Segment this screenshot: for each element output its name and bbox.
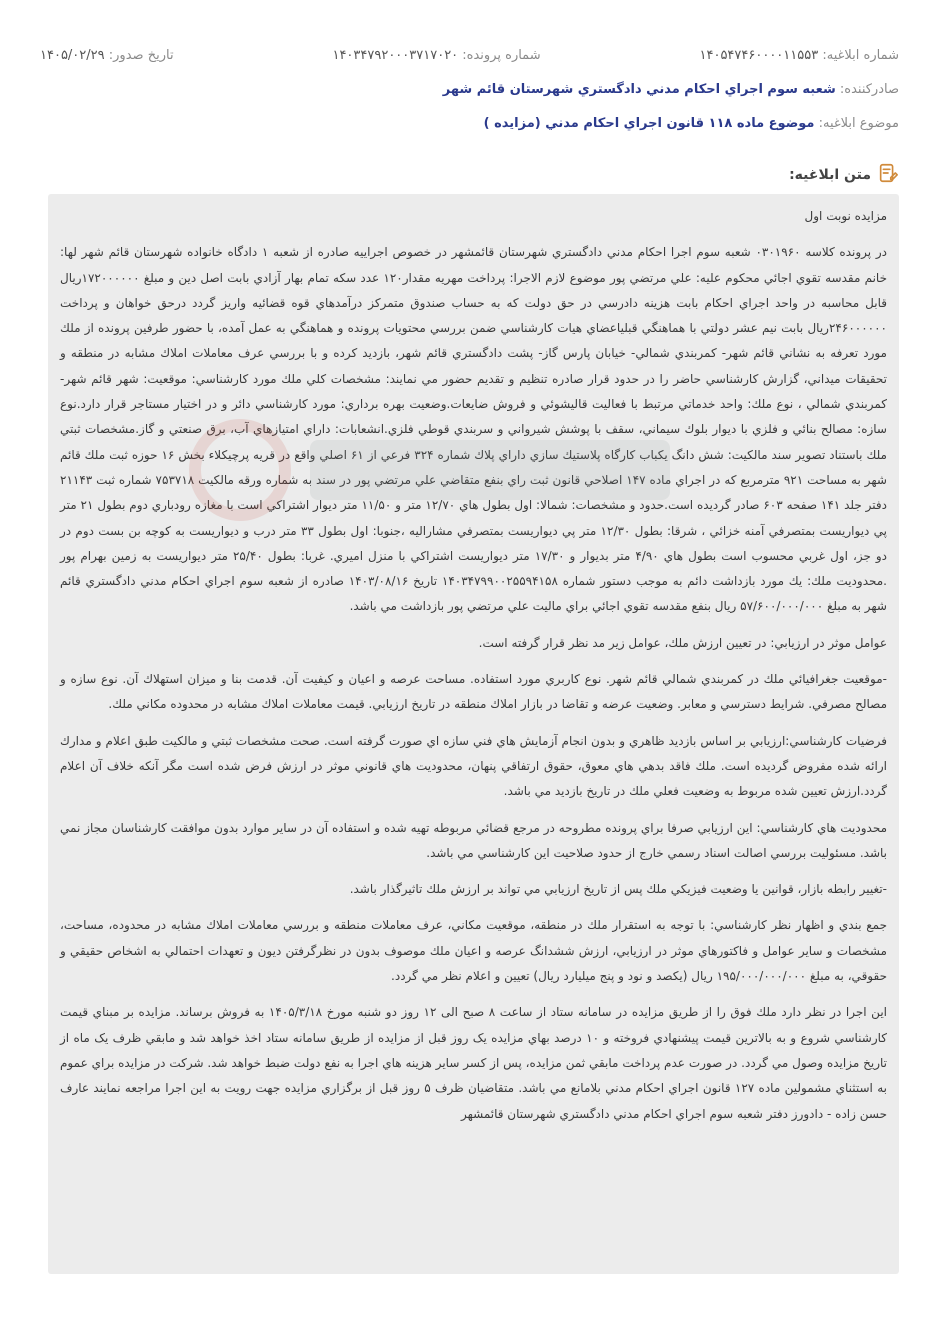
subject-text: موضوع ماده ۱۱۸ قانون اجراي احکام مدني (مزايده ) [483,116,815,131]
case-number: شماره پرونده: ۱۴۰۳۴۷۹۲۰۰۰۳۷۱۷۰۲۰ [332,48,541,63]
paragraph: جمع بندي و اظهار نظر کارشناسي: با توجه به استقرار ملك در منطقه، موقعيت مکاني، عرف معاملات منطقه و بررسي معاملات املاك مشابه در محدوده، مساحت، مشخصات و ساير عوامل و فاکتورهاي موثر در ارزيابي، ارزش ششدانگ عرصه و اعيان ملك موصوف بدون در نظرگرفتن ديون و تعهدات احتمالي به اشخاص حقيقي و حقوقي، به مبلغ ۱۹۵/۰۰۰/۰۰۰/۰۰۰ ريال (يکصد و نود و پنج ميليارد ريال) تعيين و اعلام نظر مي گردد. [60,918,887,984]
paragraph: عوامل موثر در ارزيابي: در تعيين ارزش ملك، عوامل زير مد نظر قرار گرفته است. [478,635,887,650]
paragraph: محدوديت هاي کارشناسي: اين ارزيابي صرفا براي پرونده مطروحه در مرجع قضائي مربوطه تهيه شده و استفاده آن در ساير موارد بدون موافقت کارشناسان مجاز نمي باشد. مسئوليت بررسي اصالت اسناد رسمي خارج از حدود صلاحيت اين کارشناسي مي باشد. [60,820,887,860]
paragraph: در پرونده کلاسه ۰۳۰۱۹۶۰ شعبه سوم اجرا احکام مدني دادگستري شهرستان قائمشهر در خصوص اجراييه صادره از شعبه ۱ دادگاه خانواده شهرستان قائم شهر لها: خانم مقدسه تقوي اجائي محکوم عليه: علي مرتضي پور موضوع لازم الاجرا: پرداخت مهريه مقدار۱۲۰ عدد سکه تمام بهار آزادي بابت اصل دين و مبلغ ۱۷۲۰۰۰۰۰۰ريال قابل محاسبه در واحد اجراي احکام بابت هزينه دادرسي در حق دولت که به حساب صندوق متمرکز درآمدهاي قوه قضائيه واريز گردد درحق خواهان و پرداخت ۲۴۶۰۰۰۰۰۰ريال بابت نيم عشر دولتي با هماهنگي قبلياعضاي هيات کارشناسي ضمن بررسي محتويات پرونده و هماهنگي به عمل آمده، با حضور طرفين پرونده از ملك مورد تعرفه به نشاني قائم شهر- کمربندي شمالي- خيابان پارس گاز- پشت دادگستري قائم شهر، بازديد کرده و با بررسي عرف معاملات املاك مشابه در منطقه و تحقيقات ميداني، گزارش کارشناسي حاضر را در حدود قرار صادره تنظيم و تقديم حضور مي نمايند: مشخصات کلي ملك مورد کارشناسي: موقعيت: شهر قائم شهر- کمربندي شمالي ، نوع ملك: واحد خدماتي مرتبط با فعاليت قاليشوئي و فروش ضايعات.وضعيت بهره برداري: مورد کارشناسي دائر و در اختيار مستاجر قرار دارد.نوع سازه: مصالح بنائي و فلزي با ديوار بلوك سيماني، سقف با پوشش شيرواني و سربندي قوطي فلزي.انشعابات: داراي امتيازهاي آب، برق صنعتي و گاز.مشخصات ثبتي ملك باستناد تصوير سند مالکيت: شش دانگ يکباب کارگاه پلاستيك سازي داراي پلاك شماره ۳۲۴ فرعي از ۶۱ اصلي واقع در قريه پرچيکلاء بخش ۱۶ حوزه ثبت ملك قائم شهر به مساحت ۹۲۱ مترمربع که در اجراي ماده ۱۴۷ اصلاحي قانون ثبت راي بنفع متقاضي علي مرتضي پور در سند به شماره ورقه مالکيت ۷۵۳۷۱۸ شماره ثبت ۲۱۱۴۳ دفتر جلد ۱۴۱ صفحه ۶۰۳ صادر گرديده است.حدود و مشخصات: شمالا: اول بطول هاي ۱۲/۷۰ متر و ۱۱/۵۰ متر ديوار اشتراکي است با مغازه رودباري دوم بطول ۲۱ متر پي ديواريست بمتصرفي آمنه خزائي ، شرقا: بطول ۱۲/۳۰ متر پي ديواريست بمتصرفي مشاراليه ،جنوبا: اول بطول ۳۳ متر درب و ديواريست به کوچه بن بست دوم در دو جز، اول غربي محسوب است بطول هاي ۴/۹۰ متر بديوار و ۱۷/۳۰ متر ديواريست اشتراکي با منزل اميري. غربا: بطول ۲۵/۴۰ متر ديواريست به زمين بهرام پور .محدوديت ملك: يك مورد بازداشت دائم به موجب دستور شماره ۱۴۰۳۴۷۹۹۰۰۲۵۵۹۴۱۵۸ تاريخ ۱۴۰۳/۰۸/۱۶ صادره از شعبه سوم اجراي احکام مدني دادگستري قائم شهر به مبلغ ۵۷/۶۰۰/۰۰۰/۰۰۰ ريال بنفع مقدسه تقوي اجائي براي ماليت علي مرتضي پور بازداشت مي باشد. [60,245,888,614]
notice-number: شماره ابلاغيه: ۱۴۰۵۴۷۴۶۰۰۰۰۱۱۵۵۳ [699,48,899,63]
notice-text-title: متن ابلاغيه: [789,162,899,188]
paragraph: -موقعيت جغرافيائي ملك در کمربندي شمالي قائم شهر. نوع کاربري مورد استفاده. مساحت عرصه و اعيان و کيفيت آن. قدمت بنا و ميزان استهلاك آن. نوع سازه و مصالح مصرفي. شرايط دسترسي و معابر. وضعيت عرضه و تقاضا در بازار املاك منطقه در تاريخ ارزيابي. قيمت معاملات املاك مشابه در محدوده مکاني ملك. [60,672,887,712]
subject-row: موضوع ابلاغيه: موضوع ماده ۱۱۸ قانون اجراي احکام مدني (مزايده ) [483,116,899,131]
paragraph: -تغيير رابطه بازار، قوانين يا وضعيت فيزيکي ملك پس از تاريخ ارزيابي مي تواند بر ارزش ملك تاثيرگذار باشد. [349,882,887,897]
paragraph: فرضيات کارشناسي:ارزيابي بر اساس بازديد ظاهري و بدون انجام آزمايش هاي فني سازه اي صورت گرفته است. صحت مشخصات ثبتي و مالکيت طبق اعلام و مدارك ارائه شده مفروض گرديده است. ملك فاقد بدهي هاي معوق، حقوق ارتفاقي پنهان، محدوديت هاي قانوني موثر در ارزش فرض شده است مگر آنکه خلاف آن اعلام گردد.ارزش تعيين شده مربوط به وضعيت فعلي ملك در تاريخ بازديد مي باشد. [60,733,887,799]
header-row-numbers [40,48,899,63]
issue-date: تاريخ صدور: ۱۴۰۵/۰۲/۲۹ [40,48,174,63]
issuer-name: شعبه سوم اجراي احکام مدني دادگستري شهرستان قائم شهر [442,82,836,97]
document-edit-icon [877,162,899,188]
notice-body [48,194,899,1274]
issuer-row: صادرکننده: شعبه سوم اجراي احکام مدني دادگستري شهرستان قائم شهر [442,82,899,97]
paragraph: اين اجرا در نظر دارد ملك فوق را از طريق مزايده در سامانه ستاد از ساعت ۸ صبح الی ۱۲ روز دو شنبه مورخ ۱۴۰۵/۳/۱۸ به فروش برساند. مزايده بر مبناي قيمت کارشناسي شروع و به بالاترين قيمت پيشنهادي فروخته و ۱۰ درصد بهاي مزايده يک روز قبل از مزايده از طريق سامانه ستاد اخذ خواهد شد و مابقي ظرف يک ماه از تاريخ مزايده وصول مي گردد. در صورت عدم پرداخت مابقي ثمن مزايده، پس از کسر ساير هزينه هاي اجرا به نفع دولت ضبط خواهد شد. شرکت در مزايده براي عموم به استثناي مشمولين ماده ۱۲۷ قانون اجراي احکام مدني بلامانع مي باشد. متقاضيان ظرف ۵ روز قبل از برگزاري مزايده جهت رويت به اين اجرا مراجعه نمايند عارف حسن زاده - دادورز دفتر شعبه سوم اجراي احکام مدني دادگستري شهرستان قائمشهر [60,1005,887,1121]
paragraph: مزايده نوبت اول [804,209,887,223]
